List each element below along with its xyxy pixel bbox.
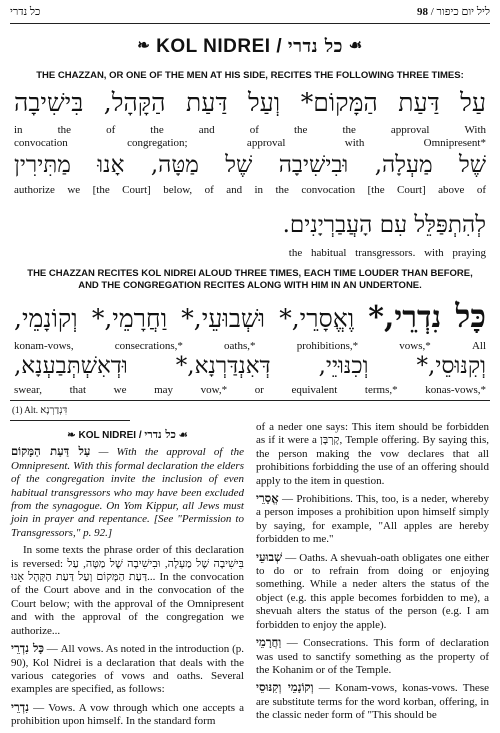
running-header xyxy=(10,6,490,22)
word: כָּל xyxy=(455,297,486,335)
gloss: [the Court] below, xyxy=(92,184,193,196)
commentary-text: — Konam-vows, konas-vows. These are substitute terms for the word korban, offering, in the classic neder form of "This should be xyxy=(256,682,489,722)
gloss: and xyxy=(198,124,215,136)
gloss: the approval xyxy=(342,124,430,136)
word: וְקוֹנָמֵי, xyxy=(14,304,78,333)
word: דַּעַת xyxy=(186,88,228,117)
instruction-kol-nidrei-2: AND THE CONGREGATION RECITES ALONG WITH HIM IN AN UNDERTONE. xyxy=(78,280,422,291)
word: הַקָּהָל, xyxy=(103,88,166,117)
translation-line-1b: convocation congregation; approval with Omnipresent* xyxy=(14,137,486,149)
title-english: KOL NIDREI xyxy=(156,36,271,57)
commentary-right-column xyxy=(256,421,489,727)
footnote-text: דִּנְדַרְנָא xyxy=(40,405,68,416)
word: דְּאִנְדַּרְנָא,* xyxy=(175,353,271,379)
gloss: the habitual transgressors. xyxy=(288,247,416,259)
commentary-lead: שְׁבוּעֵי xyxy=(256,549,283,564)
word: וְקִנּוּסֵי,* xyxy=(416,353,487,379)
translation-line-1 xyxy=(14,124,486,136)
word: עַל xyxy=(460,88,486,117)
gloss: vows,* xyxy=(399,340,431,352)
word: הָעֲבַרְיָנִים. xyxy=(282,212,373,238)
commentary-lead: עַל דַּעַת הַמָּקוֹם xyxy=(11,444,91,459)
section-divider xyxy=(10,400,490,401)
word: וַחֲרָמֵי,* xyxy=(91,304,168,333)
commentary-text: — Prohibitions. This, too, is a neder, whereby a person imposes a prohibition upon himself simply by saying, for example, "All apples are hereby forbidden to me." xyxy=(256,493,489,546)
word: וֶאֱסָרֵי,* xyxy=(279,304,355,333)
kol-nidrei-line-1 xyxy=(14,297,486,335)
kol-nidrei-line-2 xyxy=(14,353,486,379)
commentary-lead: כָּל נִדְרֵי xyxy=(11,641,44,656)
commentary-para xyxy=(11,445,244,540)
footnote-marker: (1) Alt. xyxy=(12,405,38,415)
commentary-text: of a neder one says: This item should be forbidden as if it were a קָרְבָּן, Temple offering. By saying this, the person making the vow declares that all prohibitions forbidding the use of an offering should apply to the item in question. xyxy=(256,421,489,487)
word: מַעְלָה, xyxy=(374,152,433,178)
commentary-para xyxy=(11,544,244,638)
gloss: of the xyxy=(249,124,308,136)
kol-nidrei-translation-1 xyxy=(14,340,486,352)
word: אָנוּ xyxy=(97,152,125,178)
word: הַמָּקוֹם* xyxy=(300,88,378,117)
gloss: in the xyxy=(14,124,72,136)
gloss: consecrations,* xyxy=(114,340,183,352)
title-separator: / xyxy=(276,36,283,57)
gloss: With xyxy=(464,124,487,136)
translation-line-3 xyxy=(150,247,486,259)
commentary-text: — With the approval of the Omnipresent. With this formal declaration the elders of the congregation invite the inclusion of even habitual transgressors who may have been excluded from the synagogue. On Yom Kippur, all Jews must join in prayer and repentance. [See "Permission to Transgressors," p. 92.] xyxy=(11,446,244,539)
commentary-para xyxy=(256,421,489,488)
commentary-lead: וְקוֹנָמֵי וְקִנּוּסֵי xyxy=(256,680,314,695)
word: וְעַל xyxy=(247,88,281,117)
word: וּשְׁבוּעֵי,* xyxy=(181,304,265,333)
header-section-name: כל נדרי xyxy=(10,6,41,18)
word: שֶׁל xyxy=(459,152,487,178)
title-hebrew: כל נדרי xyxy=(287,36,343,57)
commentary-para xyxy=(11,701,244,729)
commentary-left-column xyxy=(11,428,244,733)
instruction-kol-nidrei-1: THE CHAZZAN RECITES KOL NIDREI ALOUD THREE TIMES, EACH TIME LOUDER THAN BEFORE, xyxy=(27,268,473,279)
commentary-text: — All vows. As noted in the introduction (p. 90), Kol Nidrei is a declaration that deals with the various categories of vows and oaths. Several examples are specified, as follows: xyxy=(11,643,244,696)
commentary-para xyxy=(256,681,489,722)
commentary-text: — Vows. A vow through which one accepts a prohibition upon himself. In the standard form xyxy=(11,701,244,728)
word: דַּעַת xyxy=(398,88,440,117)
word: בִּישִׁיבָה xyxy=(14,88,84,117)
footnote-divider xyxy=(10,420,130,421)
footnote xyxy=(12,405,67,416)
commentary-text: In some texts the phrase order of this declaration is reversed: בִּישִׁיבָה שֶׁל מַעְלָה, וּבִישִׁיבָה שֶׁל מַטָּה, עַל דַּעַת הַמָּקוֹם וְעַל דַּעַת הַקָּהָל אָנוּ... In the convocation of the Court above and in the convocation of the Court below; with the approval of the Omnipresent and with the approval of the congregation we authorize... xyxy=(11,544,244,637)
commentary-lead: אֱסָרֵי xyxy=(256,491,279,506)
ornament-left-icon: ❧ xyxy=(137,37,151,54)
commentary-heading-english: KOL NIDREI xyxy=(78,430,137,441)
gloss: or equivalent terms,* xyxy=(254,384,398,396)
prayer-line-1 xyxy=(14,88,486,118)
gloss: [the Court] above xyxy=(367,184,465,196)
commentary-text: — Oaths. A shevuah-oath obligates one either to do or to refrain from doing or enjoying something. While a neder alters the status of the object (e.g. this apple becomes forbidden to me), a shevuah alters the status of the person (e.g. I am forbidden to enjoy the apple). xyxy=(256,551,489,631)
gloss: swear, xyxy=(14,384,42,396)
prayer-line-3 xyxy=(120,212,486,238)
word: עִם xyxy=(379,212,408,238)
kol-nidrei-translation-2 xyxy=(14,384,486,396)
commentary-para xyxy=(11,642,244,697)
word: וּבִישִׁיבָה xyxy=(278,152,349,178)
header-title: ליל יום כיפור xyxy=(436,6,490,18)
word: לְהִתְפַּלֵּל xyxy=(414,212,486,238)
word: מַטָּה, xyxy=(150,152,199,178)
gloss: konam-vows, xyxy=(14,340,74,352)
prayer-line-2 xyxy=(14,152,486,178)
gloss: All xyxy=(471,340,487,352)
commentary-para xyxy=(256,636,489,677)
word: וְכִנּוּיֵי, xyxy=(318,353,369,379)
ornament-right-icon: ☙ xyxy=(348,37,363,54)
header-divider xyxy=(10,23,490,24)
gloss: we xyxy=(67,184,81,196)
gloss: of the xyxy=(106,124,164,136)
word: מַתִּירִין xyxy=(14,152,71,178)
translation-line-2 xyxy=(14,185,486,196)
gloss: and in the convocation xyxy=(226,184,356,196)
commentary-para xyxy=(256,492,489,547)
gloss: praying xyxy=(452,247,486,259)
commentary-text: — Consecrations. This form of declaration was used to sanctify something as the property of the Kohanim or of the Temple. xyxy=(256,637,489,676)
commentary-lead: וַחֲרָמֵי xyxy=(256,635,282,650)
commentary-para xyxy=(256,551,489,632)
gloss: oaths,* xyxy=(224,340,256,352)
section-title xyxy=(0,36,500,58)
word: וּדְאִשְׁתְּבַעְנָא, xyxy=(14,353,128,379)
commentary-lead: נִדְרֵי xyxy=(11,699,29,714)
gloss: with xyxy=(424,247,444,259)
gloss: of xyxy=(204,184,214,196)
commentary-heading: ❧ KOL NIDREI / כל נדרי ☙ xyxy=(67,428,188,441)
word: נִדְרֵי,* xyxy=(368,300,442,335)
header-page-info: ליל יום כיפור / 98 xyxy=(416,6,490,18)
gloss: authorize xyxy=(14,184,55,196)
word: שֶׁל xyxy=(225,152,253,178)
page-number: 98 xyxy=(416,6,428,18)
gloss: prohibitions,* xyxy=(296,340,359,352)
instruction-chazzan: THE CHAZZAN, OR ONE OF THE MEN AT HIS SIDE, RECITES THE FOLLOWING THREE TIMES: xyxy=(36,70,464,81)
gloss: of xyxy=(476,184,487,196)
gloss: that we may vow,* xyxy=(69,384,228,396)
gloss: konas-vows,* xyxy=(425,384,487,396)
commentary-heading-hebrew: כל נדרי xyxy=(144,428,176,441)
